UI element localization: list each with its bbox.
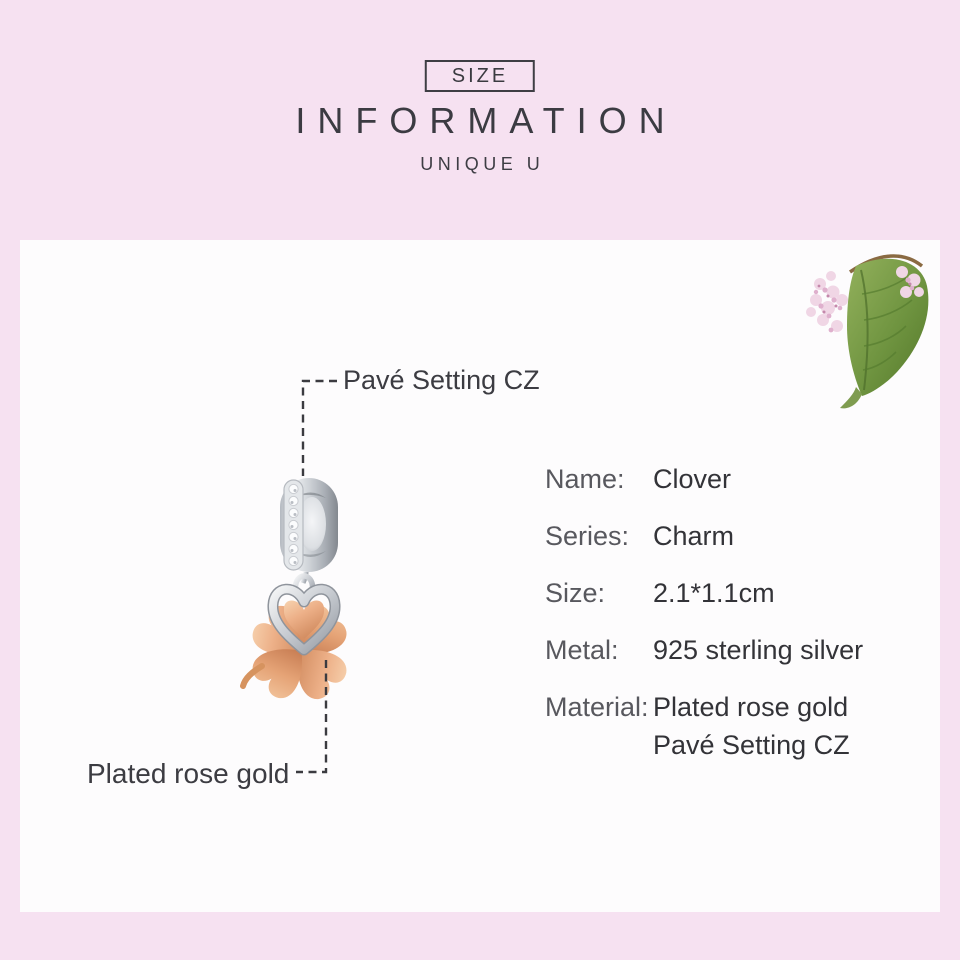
pave-bail <box>280 478 338 572</box>
spec-value-line2: Pavé Setting CZ <box>653 730 850 760</box>
spec-value <box>653 688 850 764</box>
page-subtitle: UNIQUE U <box>420 154 545 174</box>
callout-plated-label: Plated rose gold <box>87 758 290 789</box>
spec-row-size <box>545 578 863 608</box>
spec-row-metal <box>545 635 863 665</box>
product-panel <box>20 240 940 912</box>
spec-value: 925 sterling silver <box>653 635 864 665</box>
spec-value: Charm <box>653 521 735 551</box>
spec-label: Material: <box>545 692 649 722</box>
spec-label: Metal: <box>545 635 619 665</box>
spec-value-line1: Plated rose gold <box>653 692 849 722</box>
callout-pave-label: Pavé Setting CZ <box>343 365 540 395</box>
spec-row-name <box>545 464 863 494</box>
leaf-flower-decoration <box>798 242 940 410</box>
pave-callout-line <box>303 381 337 476</box>
size-badge: SIZE <box>425 60 535 92</box>
spec-value: 2.1*1.1cm <box>653 578 775 608</box>
spec-row-series <box>545 521 863 551</box>
spec-label: Size: <box>545 578 606 608</box>
spec-value: Clover <box>653 464 732 494</box>
clover-charm-image <box>240 470 360 710</box>
spec-label: Series: <box>545 521 630 551</box>
specs-list <box>545 464 863 791</box>
spec-label: Name: <box>545 464 625 494</box>
spec-row-material <box>545 692 863 764</box>
page-title: INFORMATION <box>295 100 677 141</box>
